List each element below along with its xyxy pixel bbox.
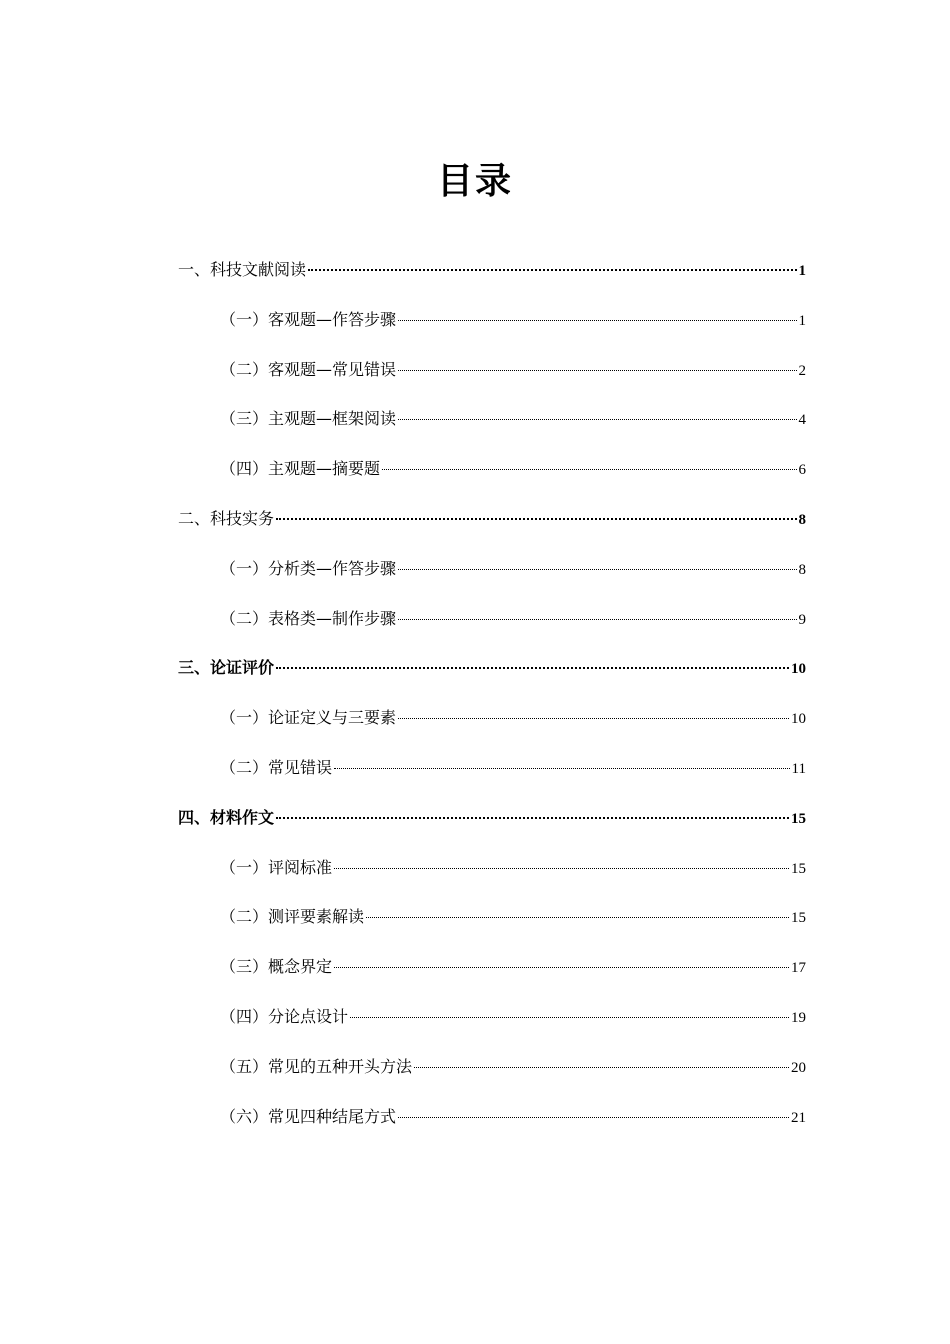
toc-dot-leader (398, 415, 796, 420)
toc-entry-title: 四、材料作文 (178, 807, 275, 827)
toc-entry-title: （一）论证定义与三要素 (220, 708, 397, 728)
table-of-contents (178, 256, 806, 1152)
toc-entry[interactable] (178, 903, 806, 953)
toc-entry[interactable] (178, 356, 806, 406)
toc-entry[interactable] (178, 505, 806, 555)
toc-dot-leader (334, 764, 790, 769)
toc-dot-leader (398, 316, 796, 321)
toc-entry-title: （四）主观题—摘要题 (220, 459, 381, 479)
toc-dot-leader (366, 913, 789, 918)
toc-page-number: 19 (791, 1009, 806, 1026)
toc-dot-leader (308, 265, 796, 271)
toc-entry[interactable] (178, 256, 806, 306)
toc-page-number: 1 (798, 263, 806, 279)
toc-page-number: 1 (798, 312, 806, 329)
toc-dot-leader (334, 963, 789, 968)
toc-entry[interactable] (178, 1003, 806, 1053)
toc-dot-leader (334, 864, 789, 869)
toc-page-number: 15 (791, 860, 806, 877)
toc-entry[interactable] (178, 854, 806, 904)
toc-page-number: 15 (791, 910, 806, 927)
toc-entry[interactable] (178, 306, 806, 356)
page-title: 目录 (436, 161, 513, 202)
toc-dot-leader (350, 1013, 789, 1018)
toc-entry[interactable] (178, 804, 806, 854)
toc-dot-leader (276, 663, 789, 669)
toc-entry-title: （二）表格类—制作步骤 (220, 608, 397, 628)
toc-entry-title: （一）客观题—作答步骤 (220, 309, 397, 329)
toc-entry-title: （二）客观题—常见错误 (220, 359, 397, 379)
toc-dot-leader (398, 565, 796, 570)
toc-page-number: 2 (798, 362, 806, 379)
toc-entry[interactable] (178, 405, 806, 455)
toc-page-number: 11 (791, 760, 806, 777)
toc-entry-title: 一、科技文献阅读 (178, 260, 307, 279)
toc-entry-title: （一）评阅标准 (220, 857, 333, 877)
toc-entry[interactable] (178, 654, 806, 704)
toc-page-number: 8 (798, 511, 806, 528)
toc-entry-title: （四）分论点设计 (220, 1006, 349, 1026)
toc-dot-leader (382, 465, 796, 470)
toc-entry[interactable] (178, 605, 806, 655)
toc-entry[interactable] (178, 455, 806, 505)
toc-page-number: 9 (798, 611, 806, 628)
toc-entry-title: （二）测评要素解读 (220, 907, 365, 927)
toc-entry-title: （一）分析类—作答步骤 (220, 558, 397, 578)
toc-page-number: 21 (791, 1109, 806, 1126)
toc-page-number: 10 (791, 661, 806, 678)
toc-entry-title: 三、论证评价 (178, 658, 275, 678)
toc-entry[interactable] (178, 953, 806, 1003)
toc-entry-title: （二）常见错误 (220, 757, 333, 777)
toc-page-number: 6 (798, 462, 806, 479)
toc-entry[interactable] (178, 754, 806, 804)
toc-page-number: 15 (791, 810, 806, 827)
toc-dot-leader (276, 514, 796, 520)
toc-entry[interactable] (178, 704, 806, 754)
toc-entry[interactable] (178, 555, 806, 605)
toc-page-number: 10 (791, 711, 806, 728)
toc-entry-title: （三）概念界定 (220, 957, 333, 977)
toc-page-number: 8 (798, 561, 806, 578)
toc-page-number: 20 (791, 1059, 806, 1076)
toc-entry-title: （三）主观题—框架阅读 (220, 409, 397, 429)
toc-entry[interactable] (178, 1053, 806, 1103)
toc-dot-leader (398, 714, 789, 719)
toc-entry[interactable] (178, 1103, 806, 1153)
toc-page-number: 4 (798, 412, 806, 429)
toc-entry-title: （六）常见四种结尾方式 (220, 1106, 397, 1126)
toc-dot-leader (398, 366, 796, 371)
toc-entry-title: 二、科技实务 (178, 508, 275, 528)
toc-dot-leader (398, 615, 796, 620)
toc-dot-leader (398, 1113, 789, 1118)
toc-page-number: 17 (791, 960, 806, 977)
toc-dot-leader (414, 1063, 789, 1068)
toc-entry-title: （五）常见的五种开头方法 (220, 1056, 413, 1076)
toc-dot-leader (276, 813, 789, 819)
